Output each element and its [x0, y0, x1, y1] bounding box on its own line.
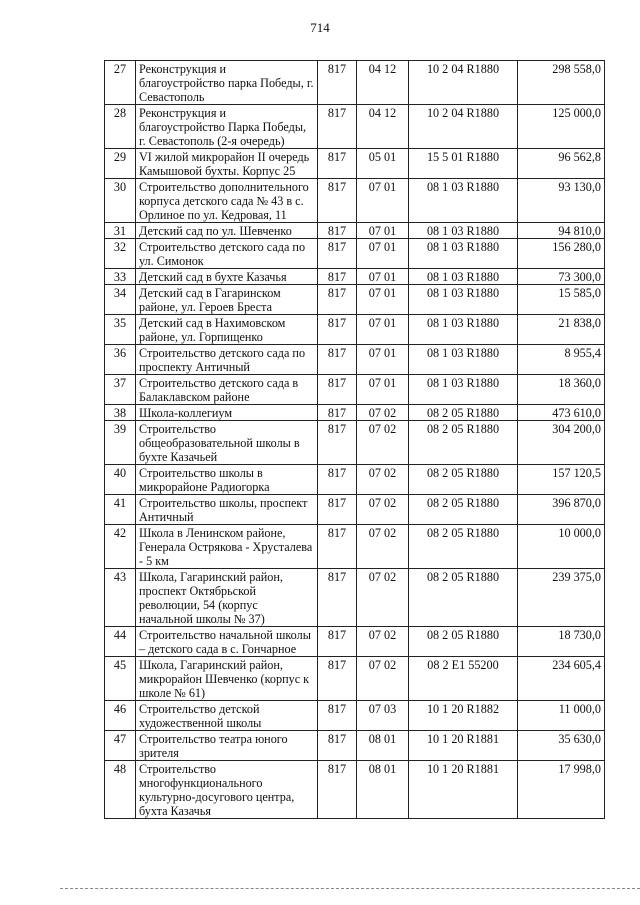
object-name: Реконструкция и благоустройство Парка Победы, г. Севастополь (2-я очередь): [136, 105, 318, 149]
target-article: 08 2 05 R1880: [409, 525, 518, 569]
amount: 35 630,0: [518, 731, 605, 761]
object-name: Детский сад в Гагаринском районе, ул. Героев Бреста: [136, 285, 318, 315]
amount: 125 000,0: [518, 105, 605, 149]
ministry-code: 817: [318, 285, 357, 315]
table-row: [105, 701, 605, 731]
row-number: 43: [105, 569, 136, 627]
row-number: 42: [105, 525, 136, 569]
object-name: Школа, Гагаринский район, проспект Октябрьской революции, 54 (корпус начальной школы № 37): [136, 569, 318, 627]
ministry-code: 817: [318, 657, 357, 701]
ministry-code: 817: [318, 375, 357, 405]
amount: 157 120,5: [518, 465, 605, 495]
target-article: 08 1 03 R1880: [409, 375, 518, 405]
target-article: 10 2 04 R1880: [409, 105, 518, 149]
object-name: Детский сад в бухте Казачья: [136, 269, 318, 285]
row-number: 31: [105, 223, 136, 239]
section-code: 07 02: [357, 405, 409, 421]
object-name: Строительство дополнительного корпуса детского сада № 43 в с. Орлиное по ул. Кедровая, 11: [136, 179, 318, 223]
object-name: Школа, Гагаринский район, микрорайон Шевченко (корпус к школе № 61): [136, 657, 318, 701]
table-row: [105, 761, 605, 819]
section-code: 07 01: [357, 239, 409, 269]
target-article: 08 1 03 R1880: [409, 223, 518, 239]
ministry-code: 817: [318, 405, 357, 421]
target-article: 08 2 05 R1880: [409, 465, 518, 495]
section-code: 07 02: [357, 657, 409, 701]
row-number: 32: [105, 239, 136, 269]
ministry-code: 817: [318, 525, 357, 569]
budget-table-body: [105, 61, 605, 819]
object-name: Строительство начальной школы – детского сада в с. Гончарное: [136, 627, 318, 657]
amount: 17 998,0: [518, 761, 605, 819]
table-row: [105, 105, 605, 149]
object-name: Строительство детского сада по проспекту Античный: [136, 345, 318, 375]
ministry-code: 817: [318, 701, 357, 731]
ministry-code: 817: [318, 627, 357, 657]
amount: 8 955,4: [518, 345, 605, 375]
row-number: 28: [105, 105, 136, 149]
ministry-code: 817: [318, 421, 357, 465]
object-name: Строительство школы в микрорайоне Радиогорка: [136, 465, 318, 495]
amount: 396 870,0: [518, 495, 605, 525]
ministry-code: 817: [318, 761, 357, 819]
ministry-code: 817: [318, 105, 357, 149]
target-article: 08 1 03 R1880: [409, 285, 518, 315]
ministry-code: 817: [318, 495, 357, 525]
ministry-code: 817: [318, 315, 357, 345]
section-code: 07 01: [357, 375, 409, 405]
section-code: 07 01: [357, 285, 409, 315]
ministry-code: 817: [318, 465, 357, 495]
amount: 10 000,0: [518, 525, 605, 569]
table-row: [105, 179, 605, 223]
section-code: 07 02: [357, 525, 409, 569]
table-row: [105, 495, 605, 525]
page-bottom-rule: [60, 888, 640, 889]
section-code: 07 01: [357, 179, 409, 223]
target-article: 10 1 20 R1882: [409, 701, 518, 731]
target-article: 08 2 05 R1880: [409, 421, 518, 465]
ministry-code: 817: [318, 345, 357, 375]
table-row: [105, 61, 605, 105]
object-name: Реконструкция и благоустройство парка Победы, г. Севастополь: [136, 61, 318, 105]
ministry-code: 817: [318, 179, 357, 223]
object-name: Строительство театра юного зрителя: [136, 731, 318, 761]
row-number: 40: [105, 465, 136, 495]
table-row: [105, 269, 605, 285]
row-number: 29: [105, 149, 136, 179]
target-article: 15 5 01 R1880: [409, 149, 518, 179]
object-name: Строительство школы, проспект Античный: [136, 495, 318, 525]
amount: 73 300,0: [518, 269, 605, 285]
table-row: [105, 149, 605, 179]
section-code: 08 01: [357, 761, 409, 819]
row-number: 38: [105, 405, 136, 421]
row-number: 41: [105, 495, 136, 525]
ministry-code: 817: [318, 61, 357, 105]
section-code: 04 12: [357, 105, 409, 149]
section-code: 07 02: [357, 569, 409, 627]
target-article: 08 1 03 R1880: [409, 269, 518, 285]
section-code: 07 02: [357, 465, 409, 495]
table-row: [105, 239, 605, 269]
object-name: Строительство многофункционального культурно-досугового центра, бухта Казачья: [136, 761, 318, 819]
target-article: 08 2 05 R1880: [409, 627, 518, 657]
object-name: Строительство детского сада по ул. Симонок: [136, 239, 318, 269]
table-row: [105, 223, 605, 239]
target-article: 10 1 20 R1881: [409, 731, 518, 761]
amount: 156 280,0: [518, 239, 605, 269]
budget-table: [104, 60, 605, 819]
table-row: [105, 627, 605, 657]
table-row: [105, 421, 605, 465]
amount: 304 200,0: [518, 421, 605, 465]
amount: 94 810,0: [518, 223, 605, 239]
section-code: 07 01: [357, 269, 409, 285]
row-number: 45: [105, 657, 136, 701]
amount: 18 730,0: [518, 627, 605, 657]
row-number: 30: [105, 179, 136, 223]
target-article: 08 2 05 R1880: [409, 569, 518, 627]
row-number: 47: [105, 731, 136, 761]
target-article: 10 1 20 R1881: [409, 761, 518, 819]
row-number: 33: [105, 269, 136, 285]
table-row: [105, 465, 605, 495]
row-number: 37: [105, 375, 136, 405]
object-name: Строительство детской художественной школы: [136, 701, 318, 731]
section-code: 05 01: [357, 149, 409, 179]
object-name: Детский сад по ул. Шевченко: [136, 223, 318, 239]
amount: 21 838,0: [518, 315, 605, 345]
ministry-code: 817: [318, 149, 357, 179]
row-number: 39: [105, 421, 136, 465]
row-number: 27: [105, 61, 136, 105]
table-row: [105, 569, 605, 627]
section-code: 08 01: [357, 731, 409, 761]
target-article: 08 2 05 R1880: [409, 495, 518, 525]
section-code: 07 01: [357, 315, 409, 345]
amount: 298 558,0: [518, 61, 605, 105]
table-row: [105, 525, 605, 569]
object-name: Детский сад в Нахимовском районе, ул. Горпищенко: [136, 315, 318, 345]
ministry-code: 817: [318, 731, 357, 761]
amount: 96 562,8: [518, 149, 605, 179]
target-article: 08 1 03 R1880: [409, 315, 518, 345]
row-number: 48: [105, 761, 136, 819]
target-article: 08 1 03 R1880: [409, 345, 518, 375]
target-article: 08 1 03 R1880: [409, 179, 518, 223]
amount: 93 130,0: [518, 179, 605, 223]
target-article: 10 2 04 R1880: [409, 61, 518, 105]
row-number: 34: [105, 285, 136, 315]
table-row: [105, 375, 605, 405]
row-number: 44: [105, 627, 136, 657]
amount: 234 605,4: [518, 657, 605, 701]
target-article: 08 2 05 R1880: [409, 405, 518, 421]
table-row: [105, 731, 605, 761]
row-number: 35: [105, 315, 136, 345]
target-article: 08 2 E1 55200: [409, 657, 518, 701]
amount: 18 360,0: [518, 375, 605, 405]
table-row: [105, 405, 605, 421]
amount: 11 000,0: [518, 701, 605, 731]
ministry-code: 817: [318, 239, 357, 269]
row-number: 46: [105, 701, 136, 731]
section-code: 07 01: [357, 345, 409, 375]
amount: 239 375,0: [518, 569, 605, 627]
ministry-code: 817: [318, 223, 357, 239]
amount: 473 610,0: [518, 405, 605, 421]
row-number: 36: [105, 345, 136, 375]
ministry-code: 817: [318, 569, 357, 627]
object-name: Школа в Ленинском районе, Генерала Острякова - Хрусталева - 5 км: [136, 525, 318, 569]
object-name: Строительство детского сада в Балаклавском районе: [136, 375, 318, 405]
target-article: 08 1 03 R1880: [409, 239, 518, 269]
object-name: Строительство общеобразовательной школы в бухте Казачьей: [136, 421, 318, 465]
object-name: Школа-коллегиум: [136, 405, 318, 421]
table-row: [105, 345, 605, 375]
table-row: [105, 315, 605, 345]
section-code: 07 02: [357, 421, 409, 465]
section-code: 04 12: [357, 61, 409, 105]
section-code: 07 03: [357, 701, 409, 731]
object-name: VI жилой микрорайон II очередь Камышовой бухты. Корпус 25: [136, 149, 318, 179]
section-code: 07 02: [357, 495, 409, 525]
table-row: [105, 657, 605, 701]
ministry-code: 817: [318, 269, 357, 285]
section-code: 07 01: [357, 223, 409, 239]
table-row: [105, 285, 605, 315]
page-number: 714: [310, 20, 330, 35]
amount: 15 585,0: [518, 285, 605, 315]
section-code: 07 02: [357, 627, 409, 657]
